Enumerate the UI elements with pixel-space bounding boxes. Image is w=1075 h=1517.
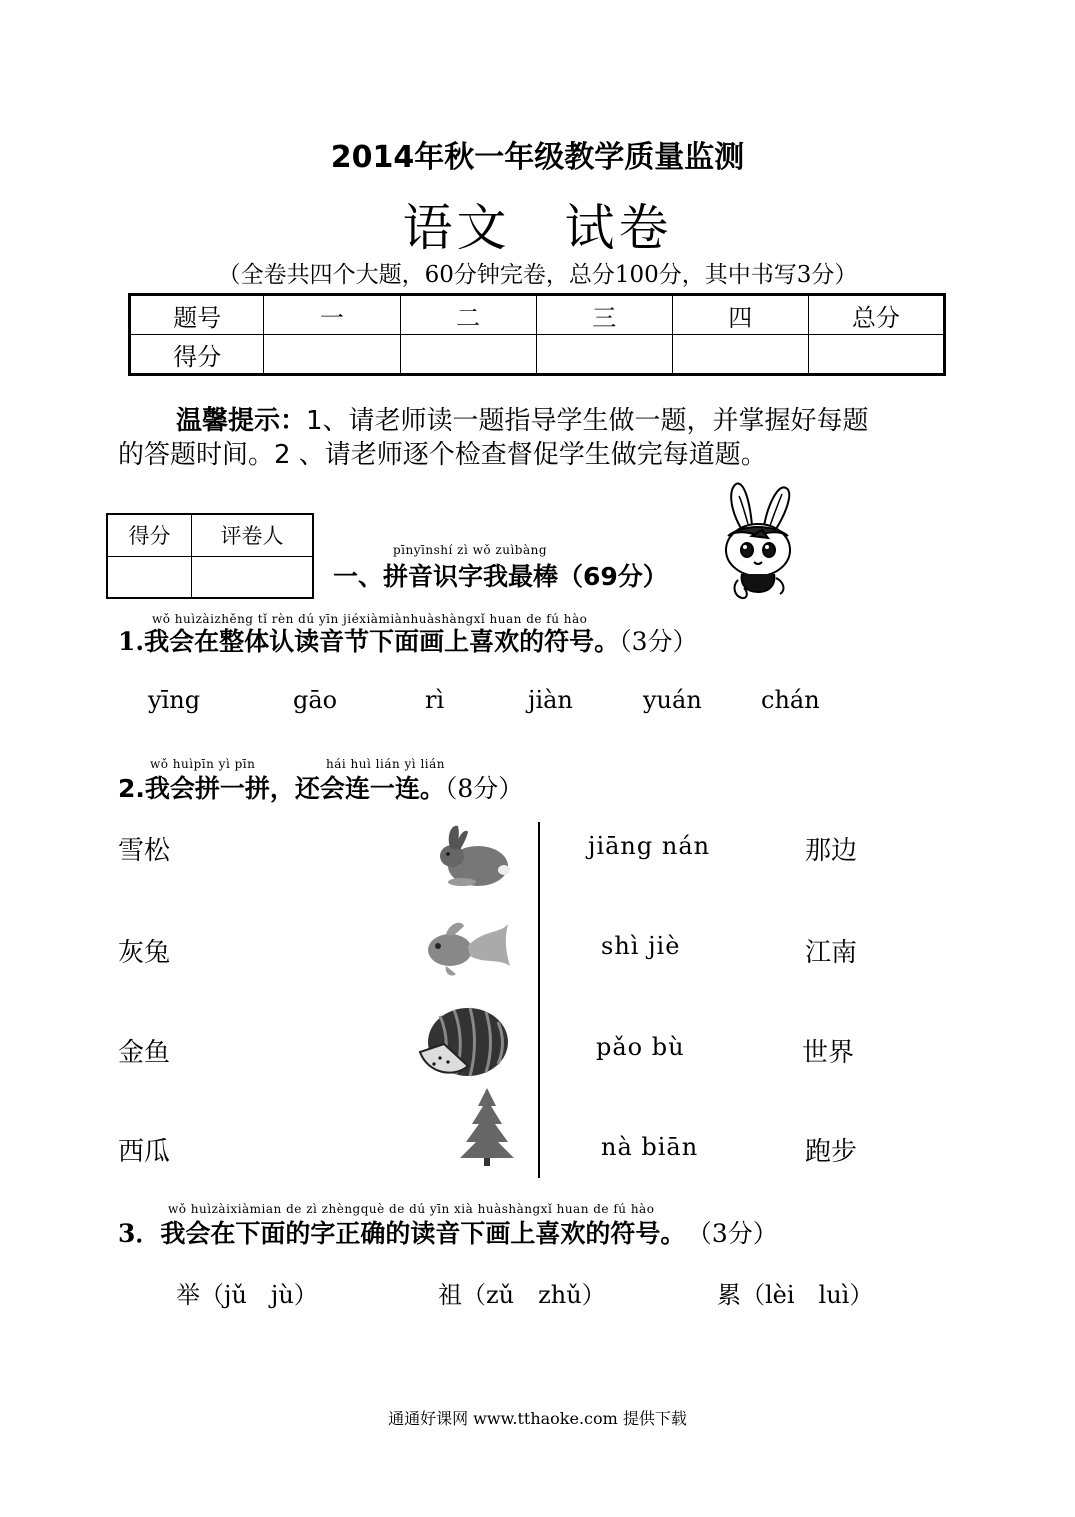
grader-name-label: 评卷人 xyxy=(191,514,313,556)
column-divider xyxy=(538,822,540,1178)
q2-right-word[interactable]: 跑步 xyxy=(805,1137,858,1167)
q1-syllable[interactable]: yīng xyxy=(148,686,201,714)
q1-pinyin: wǒ huìzàizhěng tǐ rèn dú yīn jiéxiàmiànhuàshàngxǐ huan de fú hào xyxy=(152,612,588,626)
exam-header-title: 2014年秋一年级教学质量监测 xyxy=(330,140,745,175)
warm-tip xyxy=(118,404,968,472)
q2-right-pinyin[interactable]: jiāng nán xyxy=(588,832,711,860)
q3-score: （3分） xyxy=(699,1219,778,1248)
q3-choice[interactable]: 举（jǔ jù） xyxy=(176,1281,318,1309)
q2-left-word[interactable]: 灰兔 xyxy=(118,938,171,968)
q2-title xyxy=(118,769,523,805)
q3-choice[interactable]: 累（lèi luì） xyxy=(717,1281,874,1309)
q2-right-word[interactable]: 那边 xyxy=(805,836,858,866)
q2-right-pinyin[interactable]: nà biān xyxy=(601,1133,699,1161)
score-table-cell: 三 xyxy=(536,295,672,335)
score-blank-cell[interactable] xyxy=(672,335,808,375)
q2-pinyin-a: wǒ huìpīn yì pīn xyxy=(150,757,256,771)
download-footer: 通通好课网 www.tthaoke.com 提供下载 xyxy=(388,1409,687,1428)
exam-subject-title: 语文 试卷 xyxy=(402,199,673,257)
grader-name-blank[interactable] xyxy=(191,556,313,598)
q3-title xyxy=(118,1214,778,1250)
grader-header-row xyxy=(107,514,313,556)
q1-syllable[interactable]: chán xyxy=(761,686,820,714)
section1-pinyin: pīnyīnshí zì wǒ zuìbàng xyxy=(393,543,548,557)
score-table-cell: 得分 xyxy=(130,335,264,375)
watermelon-image[interactable] xyxy=(418,1004,512,1080)
q1-title-text: 1.我会在整体认读音节下面画上喜欢的符号。 xyxy=(118,627,620,656)
score-table xyxy=(128,293,946,376)
q2-title-text: 2.我会拼一拼，还会连一连。 xyxy=(118,774,445,803)
score-table-cell: 四 xyxy=(672,295,808,335)
q2-right-word[interactable]: 江南 xyxy=(805,938,858,968)
bunny-mascot-icon xyxy=(712,480,802,602)
section1-title: 一、拼音识字我最棒（69分） xyxy=(333,562,668,591)
q2-right-pinyin[interactable]: pǎo bù xyxy=(596,1033,685,1061)
q3-title-text: 3．我会在下面的字正确的读音下画上喜欢的符号。 xyxy=(118,1219,686,1248)
q1-syllable[interactable]: yuán xyxy=(643,686,702,714)
q1-title xyxy=(118,622,698,658)
q1-syllable[interactable]: rì xyxy=(425,686,445,714)
q2-left-word[interactable]: 雪松 xyxy=(118,836,171,866)
q2-right-pinyin[interactable]: shì jiè xyxy=(601,932,681,960)
q2-left-word[interactable]: 金鱼 xyxy=(118,1038,171,1068)
score-table-cell: 题号 xyxy=(130,295,264,335)
q3-pinyin: wǒ huìzàixiàmian de zì zhèngquè de dú yīn xià huàshàngxǐ huan de fú hào xyxy=(168,1202,655,1216)
score-blank-cell[interactable] xyxy=(264,335,400,375)
score-table-score-row xyxy=(130,335,945,375)
score-blank-cell[interactable] xyxy=(400,335,536,375)
q1-score: （3分） xyxy=(619,627,698,656)
score-blank-cell[interactable] xyxy=(808,335,944,375)
score-table-header-row xyxy=(130,295,945,335)
score-table-cell: 总分 xyxy=(808,295,944,335)
score-table-cell: 一 xyxy=(264,295,400,335)
q2-score: （8分） xyxy=(444,774,524,803)
tip-line2: 的答题时间。2 、请老师逐个检查督促学生做完每道题。 xyxy=(118,440,767,470)
score-blank-cell[interactable] xyxy=(536,335,672,375)
grader-blank-row xyxy=(107,556,313,598)
grader-score-label: 得分 xyxy=(107,514,191,556)
q2-right-word[interactable]: 世界 xyxy=(802,1038,855,1068)
pine-tree-image[interactable] xyxy=(458,1086,516,1168)
tip-line1: 1、请老师读一题指导学生做一题，并掌握好每题 xyxy=(306,406,869,436)
q1-syllable[interactable]: gāo xyxy=(293,686,338,714)
q2-left-word[interactable]: 西瓜 xyxy=(118,1137,171,1167)
q2-pinyin-b: hái huì lián yì lián xyxy=(326,757,446,771)
rabbit-image[interactable] xyxy=(432,822,514,890)
goldfish-image[interactable] xyxy=(416,916,512,982)
q3-choice[interactable]: 祖（zǔ zhǔ） xyxy=(438,1281,606,1309)
exam-subtitle: （全卷共四个大题，60分钟完卷，总分100分，其中书写3分） xyxy=(217,262,858,288)
grader-score-blank[interactable] xyxy=(107,556,191,598)
grader-table xyxy=(106,513,314,599)
tip-label: 温馨提示： xyxy=(176,406,307,436)
score-table-cell: 二 xyxy=(400,295,536,335)
q1-syllable[interactable]: jiàn xyxy=(528,686,573,714)
